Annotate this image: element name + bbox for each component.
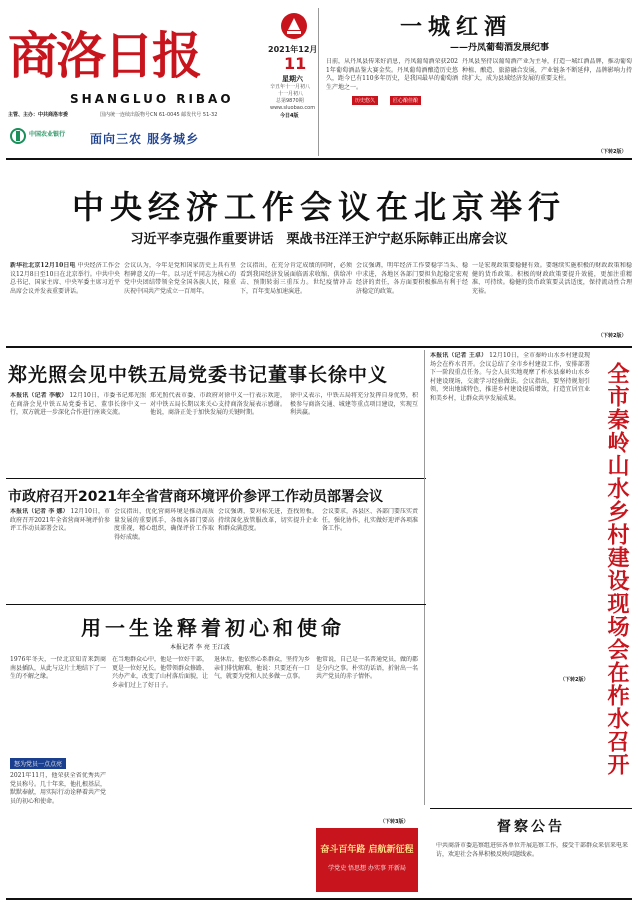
story3-title: 市政府召开2021年全省营商环境评价参评工作动员部署会议 — [8, 489, 383, 505]
story4-tag: 怒为党员一点点亮 — [10, 758, 66, 769]
feature-more: （下转2版） — [598, 149, 627, 155]
serial-number: 总第9870期 — [276, 98, 304, 104]
story4-body-1: 1976年冬天，一位北京知青来到商南县插队，从此与这片土地结下了一生的不解之缘。 — [10, 656, 106, 680]
bank-logo-icon — [10, 128, 26, 144]
emblem-icon — [280, 12, 308, 40]
lead-body-3: 会议指出，在充分肯定成绩的同时，必须看到我国经济发展面临需求收缩、供给冲击、预期转弱三重压力。世纪疫情冲击下，百年变局加速演进。 — [240, 262, 352, 295]
side-title: 全市秦岭山水乡村建设现场会在柞水召开 — [604, 362, 629, 776]
masthead-logo: 商洛日报 — [8, 26, 200, 85]
story3-byline: 本报讯（记者 李 娜） — [10, 508, 69, 515]
website: www.sluobao.com — [270, 105, 316, 111]
notice-title: 督察公告 — [497, 819, 565, 835]
promo-banner — [316, 828, 418, 892]
lead-body-4: 会议强调，明年经济工作要稳字当头、稳中求进，各地区各部门要担负起稳定宏观经济的责任，各方面要积极推出有利于经济稳定的政策。 — [356, 262, 468, 295]
feature-subtitle: ——丹凤葡萄酒发展纪事 — [450, 43, 550, 53]
feature-body-1: 日前，从丹凤县传来好消息，丹凤葡萄酒荣获2021年葡萄酒品鉴大赛金奖。丹凤葡萄酒酿造历史悠久，距今已有110多年历史，是我国最早的葡萄酒生产地之一。 — [326, 58, 458, 91]
story4-title: 用一生诠释着初心和使命 — [81, 616, 345, 640]
feature-tag-1: 历史悠久 — [352, 96, 378, 105]
lead-source: 新华社北京12月10日电 — [10, 262, 76, 269]
promo-line-2: 学党史 悟思想 办实事 开新局 — [328, 865, 406, 872]
slogan: 面向三农 服务城乡 — [90, 132, 200, 146]
lead-title: 中央经济工作会议在北京举行 — [71, 188, 566, 226]
story3-body-1: 本报讯（记者 李 娜） 12月10日，市政府召开2021年全省营商环境评价参评工作动员部署会议。 — [10, 508, 110, 532]
story2-body-3: 徐中义表示，中铁五局将充分发挥自身优势，积极参与商洛交通、城建等重点项目建设，实现互利共赢。 — [290, 392, 418, 416]
story4-body-4: 退休后，他依然心系群众，坚持为乡亲们排忧解难，他说：只要还有一口气，就要为党和人民多做一点事。 — [214, 656, 310, 680]
partner-bank: 中国农业银行 — [29, 131, 66, 138]
masthead-pinyin: SHANGLUO RIBAO — [70, 92, 234, 106]
date-day: 11 — [284, 54, 307, 73]
story2-byline: 本报讯（记者 李敏） — [10, 392, 68, 399]
story2-title: 郑光照会见中铁五局党委书记董事长徐中义 — [8, 364, 389, 386]
date-line: 2021年12月 — [268, 45, 318, 54]
weekday: 星期六 — [282, 75, 303, 83]
story4-body-5: 他常说，自己是一名普通党员，做的都是分内之事。朴实的话语，折射出一名共产党员的赤子情怀。 — [316, 656, 418, 680]
lead-body-5: 一是宏观政策要稳健有效。要继续实施积极的财政政策和稳健的货币政策。积极的财政政策要提升效能，更加注重精准、可持续。稳健的货币政策要灵活适度，保持流动性合理充裕。 — [472, 262, 632, 295]
feature-title: 一城红酒 — [400, 15, 513, 40]
feature-tag-2: 匠心酿佳酿 — [390, 96, 421, 105]
promo-line-1: 奋斗百年路 启航新征程 — [320, 845, 414, 855]
story3-body-3: 会议强调，要对标先进，查找短板，持续深化放管服改革，切实提升企业和群众满意度。 — [218, 508, 318, 532]
story4-more: （下转3版） — [380, 819, 409, 825]
lead-subtitle: 习近平李克强作重要讲话 栗战书汪洋王沪宁赵乐际韩正出席会议 — [130, 232, 508, 247]
pub-code: 国内统一连续出版物号CN 61-0045 邮发代号 51-32 — [100, 112, 218, 118]
editor-line: 主管、主办：中共商洛市委 — [8, 112, 69, 118]
side-body-1: 本报讯（记者 王卓） 12月10日，全市秦岭山水乡村建设现场会在柞水召开。会议总结了全市乡村建设工作，安排部署下一阶段重点任务。与会人员实地观摩了柞水县秦岭山水乡村建设现场，交流学习经验做法。会议指出，要坚持规划引领，突出地域特色，推进乡村建设提质增效，打造宜居宜业和美乡村，让群众共享发展成果。 — [430, 352, 590, 402]
lead-body-1: 新华社北京12月10日电 中央经济工作会议12月8日至10日在北京举行。中共中央总书记、国家主席、中央军委主席习近平出席会议并发表重要讲话。 — [10, 262, 120, 295]
side-more: （下转2版） — [560, 677, 589, 683]
notice-body: 中共商洛市委巡察组进驻各单位开展巡察工作，接受干部群众来信来电来访，欢迎社会各界积极反映问题线索。 — [436, 842, 628, 858]
story4-byline: 本报记者 李 亮 王江波 — [170, 644, 230, 651]
story2-body-2: 郑光照代表市委、市政府对徐中义一行表示欢迎，对中铁五局长期以来关心支持商洛发展表示感谢。他说，商洛正处于加快发展的关键时期。 — [150, 392, 286, 416]
story2-body-1: 本报讯（记者 李敏） 12月10日，市委书记郑光照在商洛会见中铁五局党委书记、董事长徐中义一行，双方就进一步深化合作进行座谈交流。 — [10, 392, 146, 416]
side-byline: 本报讯（记者 王卓） — [430, 352, 488, 359]
feature-body-2: 丹凤县坚持以葡萄酒产业为主导，打造一城红酒品牌，推动葡萄种植、酿造、旅游融合发展，产业链条不断延伸，品牌影响力持续扩大，成为县域经济发展的重要支柱。 — [462, 58, 632, 82]
page-count: 今日4版 — [280, 113, 299, 119]
lead-more: （下转2版） — [598, 333, 627, 339]
story3-body-4: 会议要求，各县区、各部门要压实责任，强化协作，扎实做好迎评各项准备工作。 — [322, 508, 418, 532]
story4-body-2: 2021年11月，他荣获全省优秀共产党员称号。几十年来，他扎根基层，默默奉献，用实际行动诠释着共产党员的初心和使命。 — [10, 772, 106, 805]
lead-body-2: 会议认为，今年是党和国家历史上具有里程碑意义的一年。以习近平同志为核心的党中央团结带领全党全国各族人民，隆重庆祝中国共产党成立一百周年。 — [124, 262, 236, 295]
lunar-date: 辛丑年十一月初八 — [270, 84, 311, 90]
story3-body-2: 会议指出，优化营商环境是推动高质量发展的重要抓手，各级各部门要高度重视，精心组织，确保评价工作取得好成绩。 — [114, 508, 214, 541]
story4-body-3: 在当地群众心中，他是一位好干部，更是一位好兄长。他带领群众修路、兴办产业，改变了山村落后面貌，让乡亲们过上了好日子。 — [112, 656, 208, 689]
lunar-date-2: 十一月初八 — [278, 91, 304, 97]
